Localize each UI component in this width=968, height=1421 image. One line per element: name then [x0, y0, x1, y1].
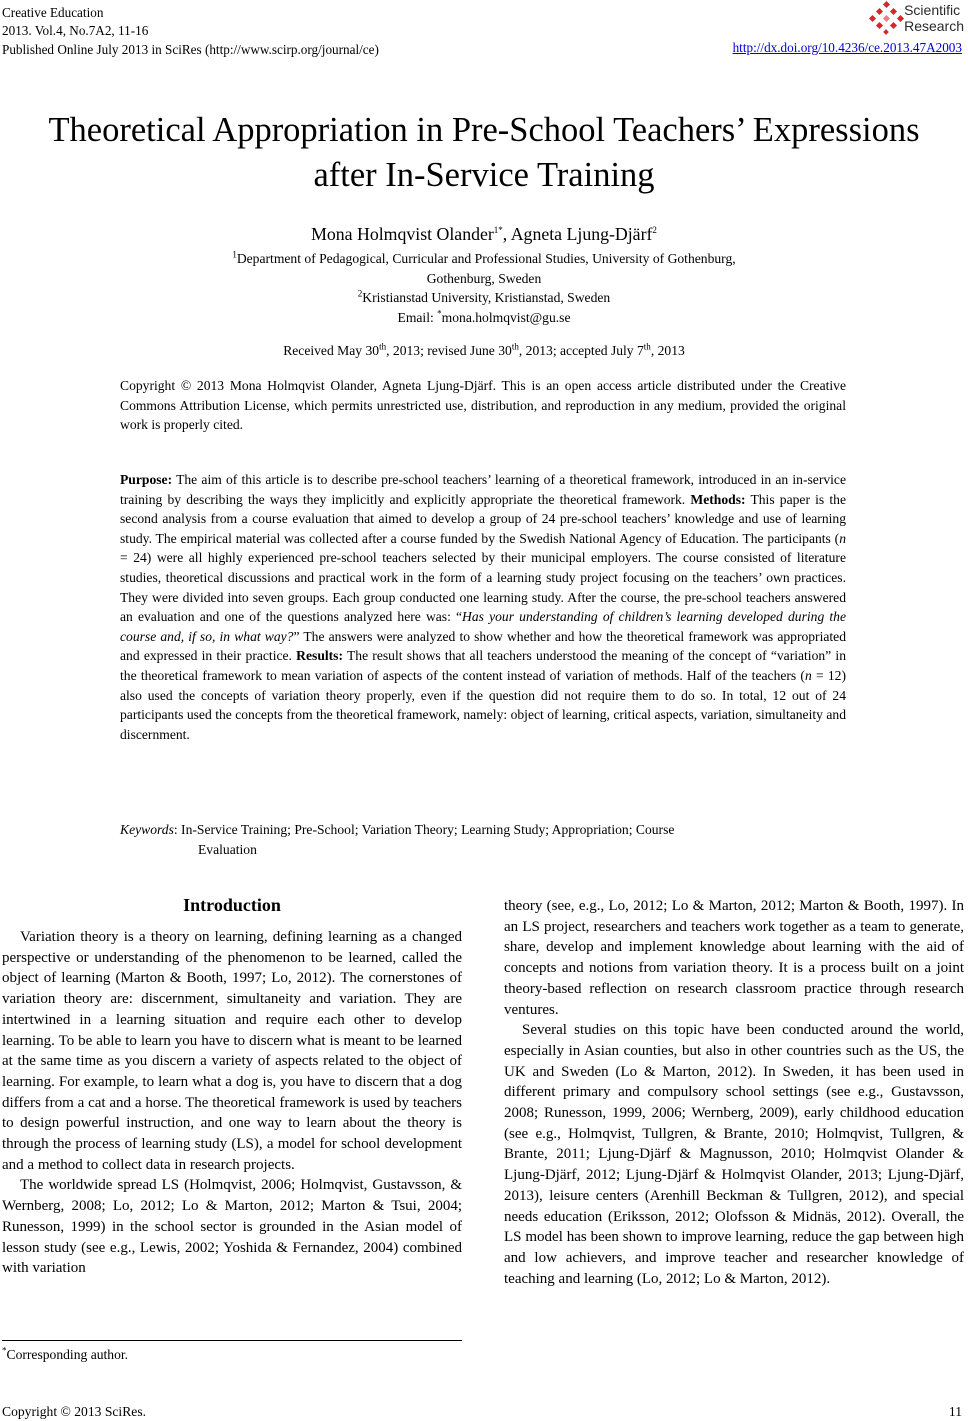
- author-list: [0, 224, 968, 245]
- section-heading-introduction: Introduction: [183, 895, 281, 915]
- footnote-divider: [2, 1340, 462, 1341]
- scientific-research-logo: [868, 0, 964, 36]
- question-text: Has your understanding of children’s learning developed during the course and, if so, in what way?: [120, 609, 846, 644]
- author-2: Agneta Ljung-Djärf: [510, 224, 653, 244]
- keywords: Keywords: In-Service Training; Pre-School; Variation Theory; Learning Study; Appropriation; Course Evaluation: [120, 822, 675, 857]
- author-separator: ,: [502, 224, 511, 244]
- results-label: Results:: [296, 648, 343, 664]
- footnote: *Corresponding author.: [2, 1345, 129, 1362]
- author-1: Mona Holmqvist Olander: [311, 224, 494, 244]
- intro-paragraph-4: Several studies on this topic have been conducted around the world, especially in Asian counties, but also in other countries such as the US, the UK and Sweden (Lo & Marton, 2012). In Sweden, it has been used in different primary and compulsory school settings (see e.g., Gustavsson, 2008; Runesson, 1999, 2006; Wernberg, 2009), early childhood education (see e.g., Holmqvist, Tullgren, & Brante, 2010; Holmqvist, Tullgren, & Brante, 2011; Ljung-Djärf & Magnusson, 2010; Holmqvist Olander & Ljung-Djärf, 2012; Ljung-Djärf & Holmqvist Olander, 2013; Ljung-Djärf, 2013), leisure centers (Arenhill Beckman & Tullgren, 2012), and special needs education (Eriksson, 2012; Olofsson & Midnäs, 2012). Overall, the LS model has been shown to improve learning, reduce the gap between high and low achievers, and improve teacher and researcher knowledge of teaching and learning (Lo, 2012; Lo & Marton, 2012).: [504, 1022, 964, 1287]
- submission-dates: Received May 30th, 2013; revised June 30th, 2013; accepted July 7th, 2013: [283, 341, 685, 358]
- logo-icon: [868, 0, 908, 36]
- author-2-sup: 2: [652, 225, 657, 236]
- affiliation-1: $^1$Department of Pedagogical, Curricular and Professional Studies, University of Gothenburg,: [232, 249, 736, 266]
- intro-paragraph-1: Variation theory is a theory on learning, defining learning as a changed perspective or understanding of the phenomenon to be learned, called the object of learning (Marton & Booth, 1997; Lo, 2012). The cornerstones of variation theory are: discernment, simultaneity and variation. They are intertwined in a learning situation and require each other to develop learning. To be able to learn you have to discern what is meant to be learned at the same time as you discern a variety of aspects related to the object of learning. For example, to learn what a dog is, you have to discern that a dog differs from a cat and a horse. The theoretical framework is used by teachers to design powerful instruction, and one way to learn about the theory is through the process of learning study (LS), a model for school development and a method to collect data in research projects.: [2, 929, 462, 1173]
- footer-copyright: Copyright © 2013 SciRes.: [2, 1404, 147, 1419]
- page-number: 11: [948, 1404, 962, 1419]
- author-1-sup: 1*: [493, 225, 503, 236]
- email-line: Email: *mona.holmqvist@gu.se: [397, 307, 571, 325]
- affiliation-2: $^2$Kristianstad University, Kristianstad, Sweden: [357, 288, 611, 305]
- body-column-left: [2, 893, 462, 1279]
- purpose-label: Purpose:: [120, 472, 173, 487]
- intro-paragraph-2: The worldwide spread LS (Holmqvist, 2006; Holmqvist, Gustavsson, & Wernberg, 2008; Lo, 2012; Lo & Marton, 2012; Marton & Tsui, 2004; Runesson, 1999) in the school sector is grounded in the Asian model of lesson study (see e.g., Lewis, 2002; Yoshida & Fernandez, 2004) combined with variation: [2, 1177, 462, 1277]
- keywords-label: Keywords: [120, 822, 174, 837]
- journal-published: Published Online July 2013 in SciRes (http://www.scirp.org/journal/ce): [2, 41, 379, 57]
- journal-name: Creative Education: [2, 5, 104, 20]
- logo-line-1: Scientific: [904, 2, 961, 18]
- journal-volume: 2013. Vol.4, No.7A2, 11-16: [2, 23, 149, 39]
- title-line-2: after In-Service Training: [313, 156, 655, 194]
- abstract: Purpose: The aim of this article is to describe pre-school teachers’ learning of a theoretical framework, introduced in an in-service training by describing the ways they implicitly and explicitly appropriate the theoretical framework. Methods: This paper is the second analysis from a course evaluation that aimed to develop a group of 24 pre-school teachers’ knowledge and use of learning study. The empirical material was collected after a course funded by the Swedish National Agency of Education. The participants (n = 24) were all highly experienced pre-school teachers selected by their municipal employers. The course consisted of literature studies, theoretical discussions and practical work in the form of a learning study project focusing on the teachers’ own practices. They were divided into seven groups. Each group conducted one learning study. After the course, the pre-school teachers answered an evaluation and one of the questions analyzed here was: “Has your understanding of children’s learning developed during the course and, if so, in what way?” The answers were analyzed to show whether and how the theoretical framework was appropriated and expressed in their practice. Results: The result shows that all teachers understood the meaning of the concept of “variation” in the theoretical framework to mean variation of aspects of the content instead of variation of methods. Half of the teachers (n = 12) also used the concepts of variation theory properly, even if the question did not require them to do so. In total, 12 out of 24 participants used the concepts from the theoretical framework, namely: object of learning, critical aspects, variation, simultaneity and discernment.: [120, 472, 847, 742]
- paper-title: [0, 108, 968, 198]
- email-address: mona.holmqvist@gu.se: [441, 309, 571, 325]
- logo-line-2: Research: [904, 18, 964, 34]
- body-column-right: [504, 896, 964, 1289]
- methods-label: Methods:: [690, 491, 746, 507]
- affiliations: [0, 249, 968, 327]
- affiliation-1-city: Gothenburg, Sweden: [426, 270, 542, 286]
- intro-paragraph-3: theory (see, e.g., Lo, 2012; Lo & Marton, 2012; Marton & Booth, 1997). In an LS project, researchers and teachers work together as a team to generate, share, develop and implement knowledge about learning with the aid of concepts and notions from variation theory. It is a process built on a joint theory-based reflection on research classroom practice through research ventures.: [504, 898, 964, 1018]
- copyright-notice: Copyright © 2013 Mona Holmqvist Olander, Agneta Ljung-Djärf. This is an open access article distributed under the Creative Commons Attribution License, which permits unrestricted use, distribution, and reproduction in any medium, provided the original work is properly cited.: [120, 378, 846, 432]
- journal-header: [2, 4, 379, 59]
- doi-link[interactable]: http://dx.doi.org/10.4236/ce.2013.47A2003: [732, 40, 962, 55]
- title-line-1: Theoretical Appropriation in Pre-School Teachers’ Expressions: [48, 111, 920, 149]
